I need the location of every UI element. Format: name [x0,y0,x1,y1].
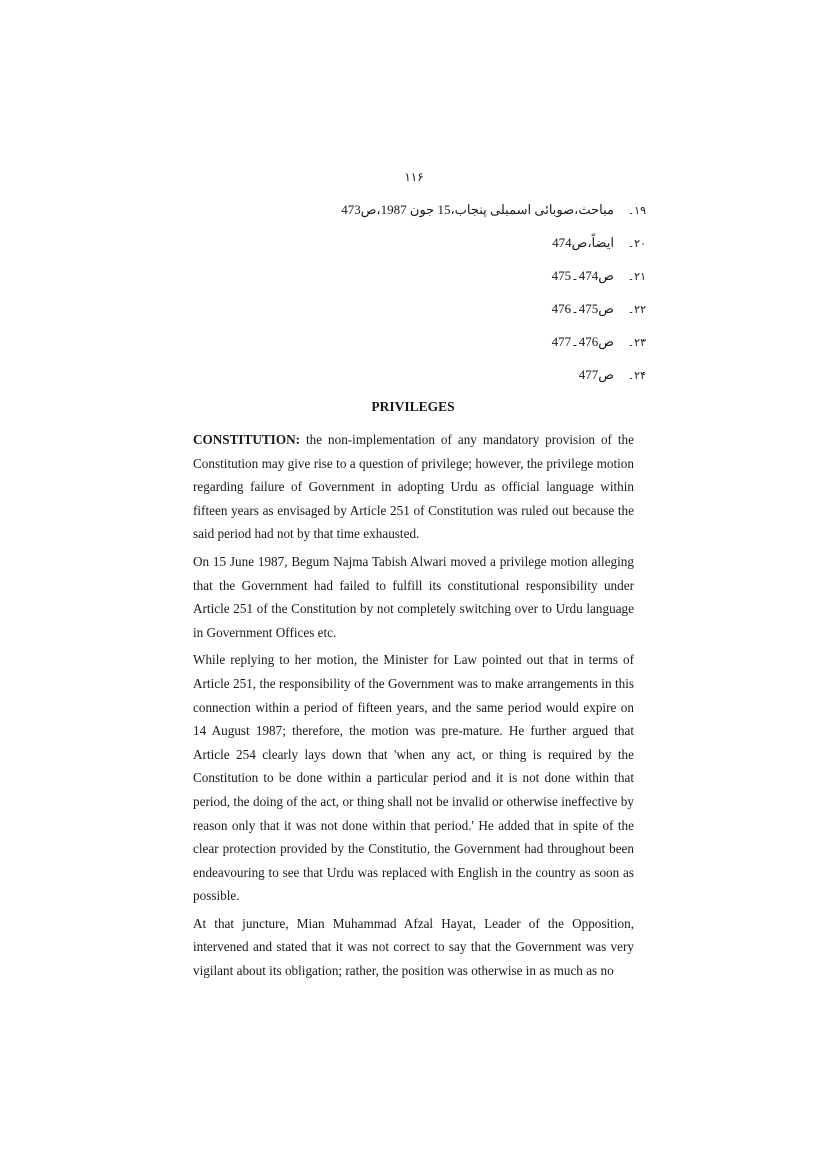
section-heading: PRIVILEGES [371,399,455,414]
paragraph: On 15 June 1987, Begum Najma Tabish Alwari moved a privilege motion alleging that the Government had failed to fulfill its constitutional responsibility under Article 251 of the Constitution by not completely switching over to Urdu language in Government Offices etc. [193,553,634,640]
footnote-item [330,362,646,395]
footnote-text: مباحث،صوبائی اسمبلی پنجاب،15 جون 1987،ص473 [341,202,614,217]
footnote-number: ۲۱۔ [627,271,646,283]
paragraph [193,428,634,546]
footnote-list [330,197,646,395]
footnote-item [330,263,646,296]
footnote-number: ۲۴۔ [627,370,646,382]
paragraph-text: the non-implementation of any mandatory provision of the Constitution may give rise to a question of privilege; however, the privilege motion regarding failure of Government in adopting Urdu as official language within fifteen years as envisaged by Article 251 of Constitution was ruled out because the said period had not by that time exhausted. [193,432,634,542]
footnote-text: ایضاً،ص474 [552,235,614,250]
footnote-text: ص474۔475 [551,268,614,283]
body-text [193,428,634,987]
paragraph: At that juncture, Mian Muhammad Afzal Hayat, Leader of the Opposition, intervened and stated that it was not correct to say that the Government was very vigilant about its obligation; rather, the position was otherwise in as much as no [193,915,634,979]
page-number: ۱۱۶ [404,170,424,184]
footnote-item [330,197,646,230]
footnote-text: ص477 [578,367,614,382]
footnote-number: ۲۰۔ [627,238,646,250]
footnote-item [330,230,646,263]
footnote-item [330,329,646,362]
footnote-number: ۱۹۔ [627,205,646,217]
footnote-text: ص476۔477 [551,334,614,349]
footnote-item [330,296,646,329]
paragraph: While replying to her motion, the Minister for Law pointed out that in terms of Article 251, the responsibility of the Government was to make arrangements in this connection within a period of fifteen years, and the same period would expire on 14 August 1987; therefore, the motion was pre-mature. He further argued that Article 254 clearly lays down that 'when any act, or thing is required by the Constitution to be done within a particular period and it is not done within that period, the doing of the act, or thing shall not be invalid or otherwise ineffective by reason only that it was not done within that period.' He added that in spite of the clear protection provided by the Constitutio, the Government had throughout been endeavouring to see that Urdu was replaced with English in the country as soon as possible. [193,652,634,904]
paragraph-lead: CONSTITUTION: [193,432,300,447]
footnote-text: ص475۔476 [551,301,614,316]
footnote-number: ۲۳۔ [627,337,646,349]
footnote-number: ۲۲۔ [627,304,646,316]
